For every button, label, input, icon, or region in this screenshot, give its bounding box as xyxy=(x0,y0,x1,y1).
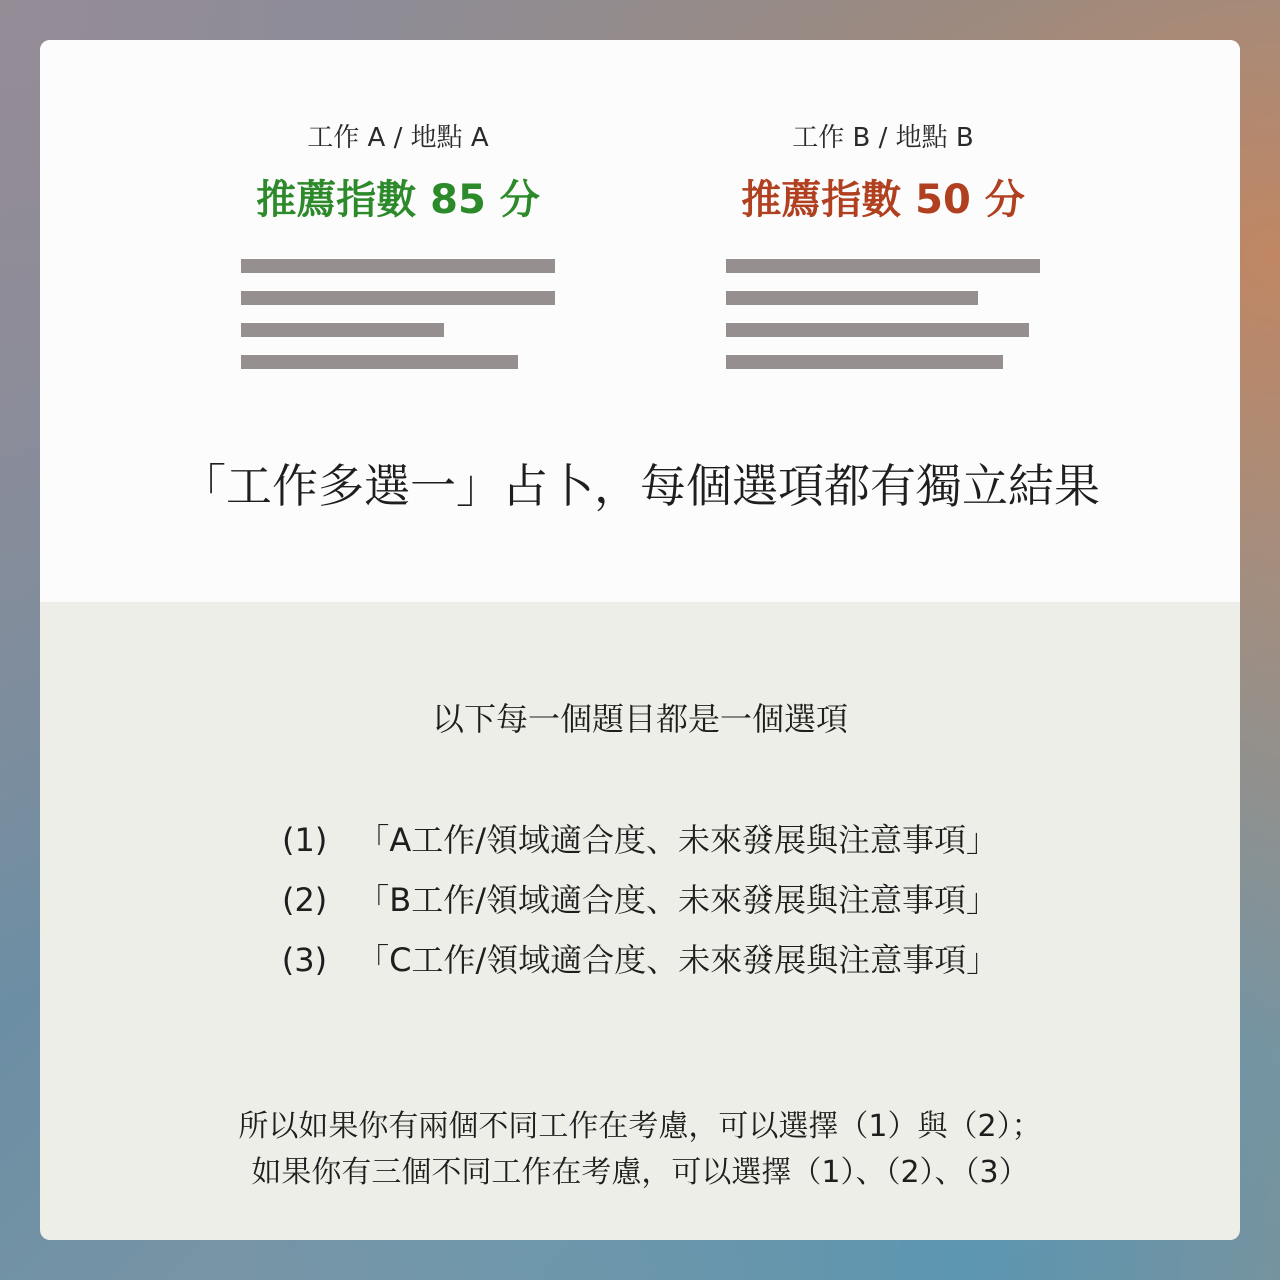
choice-list xyxy=(40,810,1240,990)
option-a-text-placeholder xyxy=(241,259,555,387)
placeholder-line xyxy=(241,355,518,369)
option-a xyxy=(198,116,598,230)
option-b-score: 推薦指數 50 分 xyxy=(741,177,1025,223)
footer-note xyxy=(40,1104,1240,1196)
option-b xyxy=(683,116,1083,230)
placeholder-line xyxy=(726,291,978,305)
top-panel xyxy=(40,40,1240,602)
choice-number: (2) xyxy=(281,881,328,919)
headline: 「工作多選一」占卜，每個選項都有獨立結果 xyxy=(180,459,1100,513)
placeholder-line xyxy=(726,355,1003,369)
option-a-label: 工作 A / 地點 A xyxy=(307,123,489,153)
placeholder-line xyxy=(726,323,1029,337)
choice-item-1 xyxy=(40,810,1240,870)
choice-number: (1) xyxy=(281,821,328,859)
choice-number: (3) xyxy=(281,941,328,979)
option-b-label: 工作 B / 地點 B xyxy=(792,123,974,153)
choice-item-2 xyxy=(40,870,1240,930)
placeholder-line xyxy=(241,259,555,273)
intro-text: 以下每一個題目都是一個選項 xyxy=(431,700,848,738)
option-b-text-placeholder xyxy=(726,259,1040,387)
placeholder-line xyxy=(241,291,555,305)
choice-item-3 xyxy=(40,930,1240,990)
footer-line-2: 如果你有三個不同工作在考慮，可以選擇（1）、（2）、（3） xyxy=(251,1155,1029,1190)
option-a-score: 推薦指數 85 分 xyxy=(256,177,540,223)
choice-text: 「A工作/領域適合度、未來發展與注意事項」 xyxy=(357,821,998,859)
choice-text: 「C工作/領域適合度、未來發展與注意事項」 xyxy=(357,941,999,979)
info-card xyxy=(40,40,1240,1240)
footer-line-1: 所以如果你有兩個不同工作在考慮，可以選擇（1）與（2）； xyxy=(238,1109,1042,1144)
placeholder-line xyxy=(726,259,1040,273)
choice-text: 「B工作/領域適合度、未來發展與注意事項」 xyxy=(357,881,999,919)
placeholder-line xyxy=(241,323,444,337)
